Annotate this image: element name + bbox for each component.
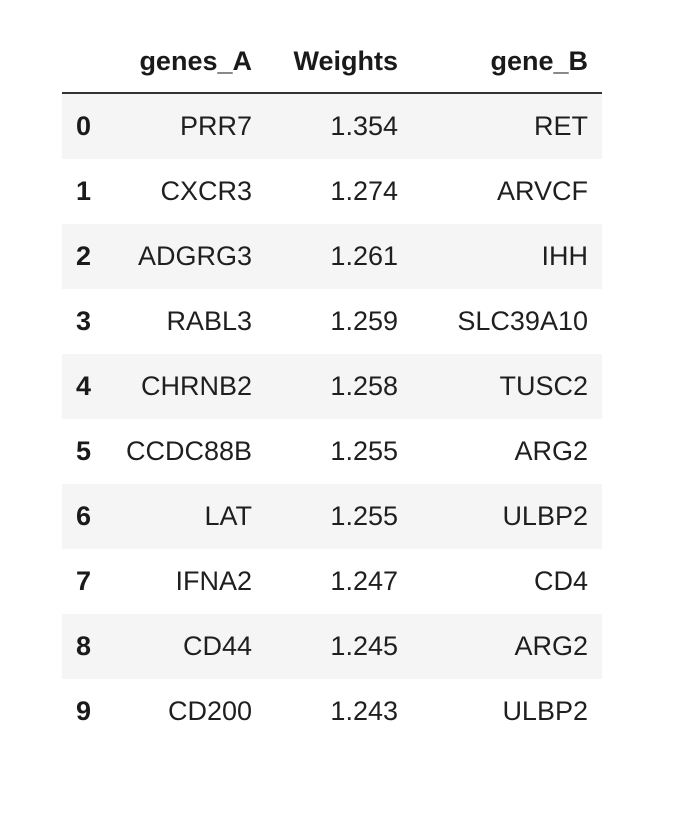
cell-weight: 1.245 <box>330 631 398 661</box>
table-row <box>62 549 602 614</box>
row-index: 9 <box>76 696 92 726</box>
header-index <box>62 30 120 93</box>
table-row <box>62 679 602 744</box>
cell-gene-b: ARG2 <box>514 631 588 661</box>
row-index: 2 <box>76 241 92 271</box>
cell-gene-b: ULBP2 <box>502 501 588 531</box>
cell-genes-a: CD44 <box>182 631 252 661</box>
cell-gene-b: IHH <box>541 241 588 271</box>
cell-gene-b: ARG2 <box>514 436 588 466</box>
cell-weight: 1.274 <box>330 176 398 206</box>
cell-genes-a: CHRNB2 <box>140 371 252 401</box>
cell-gene-b: CD4 <box>533 566 588 596</box>
cell-weight: 1.258 <box>330 371 398 401</box>
row-index: 4 <box>76 371 92 401</box>
row-index: 5 <box>76 436 92 466</box>
cell-genes-a: IFNA2 <box>175 566 252 596</box>
table-row <box>62 354 602 419</box>
header-weights: Weights <box>266 30 412 93</box>
table-row <box>62 289 602 354</box>
table-header <box>62 30 602 93</box>
row-index: 8 <box>76 631 92 661</box>
row-index: 0 <box>76 111 92 141</box>
cell-gene-b: ULBP2 <box>502 696 588 726</box>
cell-weight: 1.259 <box>330 306 398 336</box>
cell-genes-a: PRR7 <box>179 111 252 141</box>
dataframe-table <box>62 30 602 744</box>
row-index: 3 <box>76 306 92 336</box>
cell-genes-a: RABL3 <box>166 306 252 336</box>
table-row <box>62 93 602 159</box>
cell-genes-a: CXCR3 <box>160 176 252 206</box>
cell-genes-a: LAT <box>204 501 252 531</box>
cell-genes-a: CCDC88B <box>125 436 252 466</box>
table-row <box>62 484 602 549</box>
cell-weight: 1.354 <box>330 111 398 141</box>
header-row <box>62 30 602 93</box>
row-index: 6 <box>76 501 92 531</box>
row-index: 1 <box>76 176 92 206</box>
table-row <box>62 419 602 484</box>
cell-genes-a: CD200 <box>167 696 252 726</box>
cell-weight: 1.247 <box>330 566 398 596</box>
dataframe-container <box>62 30 602 744</box>
cell-genes-a: ADGRG3 <box>137 241 252 271</box>
table-body <box>62 93 602 744</box>
cell-gene-b: TUSC2 <box>499 371 588 401</box>
header-gene-b: gene_B <box>412 30 602 93</box>
cell-gene-b: RET <box>534 111 588 141</box>
cell-gene-b: ARVCF <box>496 176 588 206</box>
cell-weight: 1.255 <box>330 501 398 531</box>
table-row <box>62 224 602 289</box>
cell-weight: 1.243 <box>330 696 398 726</box>
cell-weight: 1.255 <box>330 436 398 466</box>
row-index: 7 <box>76 566 92 596</box>
header-genes-a: genes_A <box>120 30 266 93</box>
table-row <box>62 614 602 679</box>
table-row <box>62 159 602 224</box>
cell-gene-b: SLC39A10 <box>457 306 588 336</box>
cell-weight: 1.261 <box>330 241 398 271</box>
